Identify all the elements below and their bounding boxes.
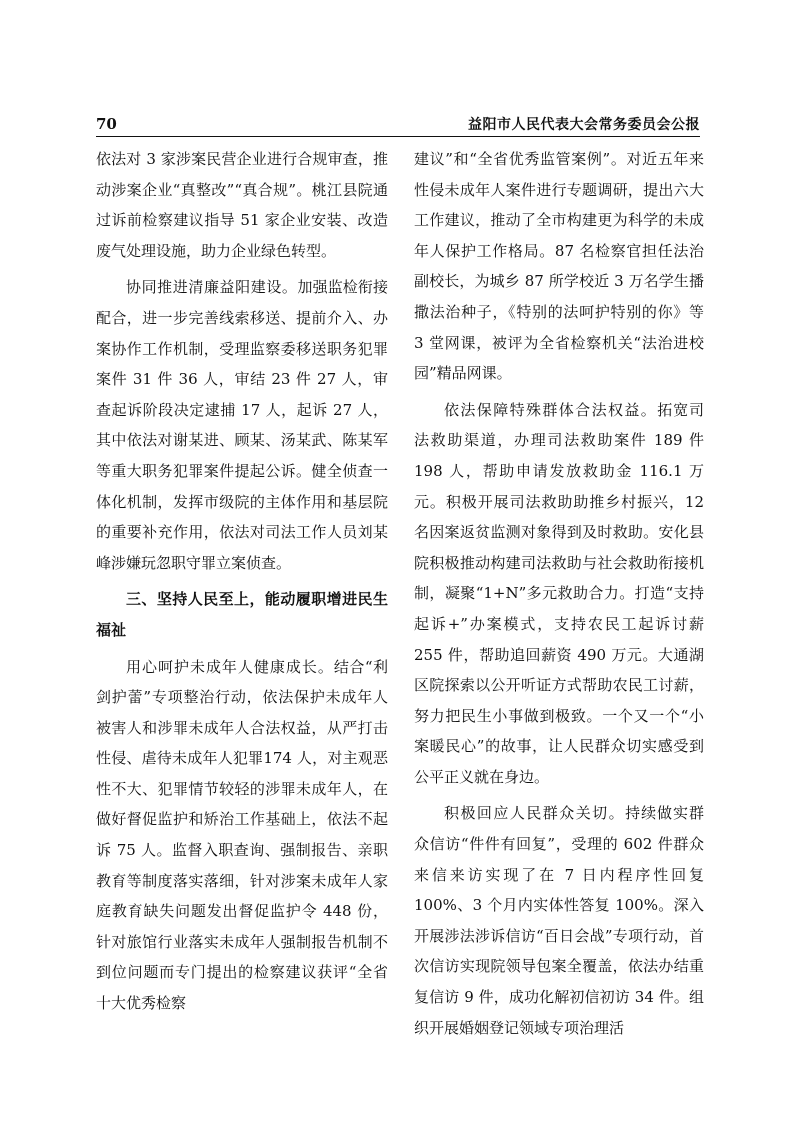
paragraph-lead: 积极回应人民群众关切。 [444, 804, 626, 823]
page-number: 70 [96, 115, 117, 133]
left-column [96, 144, 388, 1019]
paragraph-special-groups [414, 395, 704, 793]
paragraph-continued: 建议”和“全省优秀监管案例”。对近五年来性侵未成年人案件进行专题调研，提出六大工作建议，推动了全市构建更为科学的未成年人保护工作格局。87 名检察官担任法治副校长，为城乡 87 所学校近 3 万名学生播撒法治种子，《特别的法呵护特别的你》等 3 堂网课，被评为全省检察机关“法治进校园”精品网课。 [414, 150, 704, 383]
paragraph-lead: 依法保障特殊群体合法权益。 [444, 400, 658, 419]
paragraph-continued: 依法对 3 家涉案民营企业进行合规审查，推动涉案企业“真整改”“真合规”。桃江县院通过诉前检察建议指导 51 家企业安装、改造废气处理设施，助力企业绿色转型。 [96, 150, 388, 260]
paragraph-lead: 协同推进清廉益阳建设。 [126, 278, 298, 297]
right-column [414, 144, 704, 1043]
paragraph-body: 持续做实群众信访“件件有回复”，受理的 602 件群众来信来访实现了在 7 日内程序性回复100%、3 个月内实体性答复 100%。深入开展涉法涉诉信访“百日会战”专项行动，首次信访实现院领导包案全覆盖，依法办结重复信访 9 件，成功化解初信初访 34 件。组织开展婚姻登记领域专项治理活 [414, 804, 704, 1037]
paragraph-body: 加强监检衔接配合，进一步完善线索移送、提前介入、办案协作工作机制，受理监察委移送职务犯罪案件 31 件 36 人，审结 23 件 27 人，审查起诉阶段决定逮捕 17 人，起诉 27 人，其中依法对谢某进、顾某、汤某武、陈某军等重大职务犯罪案件提起公诉。健全侦查一体化机制，发挥市级院的主体作用和基层院的重要补充作用，依法对司法工作人员刘某峰涉嫌玩忽职守罪立案侦查。 [96, 278, 388, 572]
paragraph-clean-governance [96, 272, 388, 578]
paragraph-body: 结合“利剑护蕾”专项整治行动，依法保护未成年人被害人和涉罪未成年人合法权益，从严打击性侵、虐待未成年人犯罪174 人，对主观恶性不大、犯罪情节较轻的涉罪未成年人，在做好督促监护和矫治工作基础上，依法不起诉 75 人。监督入职查询、强制报告、亲职教育等制度落实落细，针对涉案未成年人家庭教育缺失问题发出督促监护令 448 份，针对旅馆行业落实未成年人强制报告机制不到位问题而专门提出的检察建议获评“全省十大优秀检察 [96, 657, 388, 1013]
paragraph-public-concerns [414, 798, 704, 1043]
paragraph-body: 拓宽司法救助渠道，办理司法救助案件 189 件 198 人，帮助申请发放救助金 116.1 万元。积极开展司法救助助推乡村振兴，12 名因案返贫监测对象得到及时救助。安化县院积极推动构建司法救助与社会救助衔接机制，凝聚“1+N”多元救助合力。打造“支持起诉+”办案模式，支持农民工起诉讨薪 255 件，帮助追回薪资 490 万元。大通湖区院探索以公开听证方式帮助农民工讨薪，努力把民生小事做到极致。一个又一个“小案暖民心”的故事，让人民群众切实感受到公平正义就在身边。 [414, 400, 704, 786]
paragraph-lead: 用心呵护未成年人健康成长。 [126, 657, 334, 676]
page-header [96, 111, 700, 135]
journal-title: 益阳市人民代表大会常务委员会公报 [468, 117, 700, 133]
section-heading: 三、坚持人民至上，能动履职增进民生福祉 [96, 590, 388, 639]
header-rule [96, 136, 700, 137]
paragraph-minors-protection [96, 652, 388, 1019]
